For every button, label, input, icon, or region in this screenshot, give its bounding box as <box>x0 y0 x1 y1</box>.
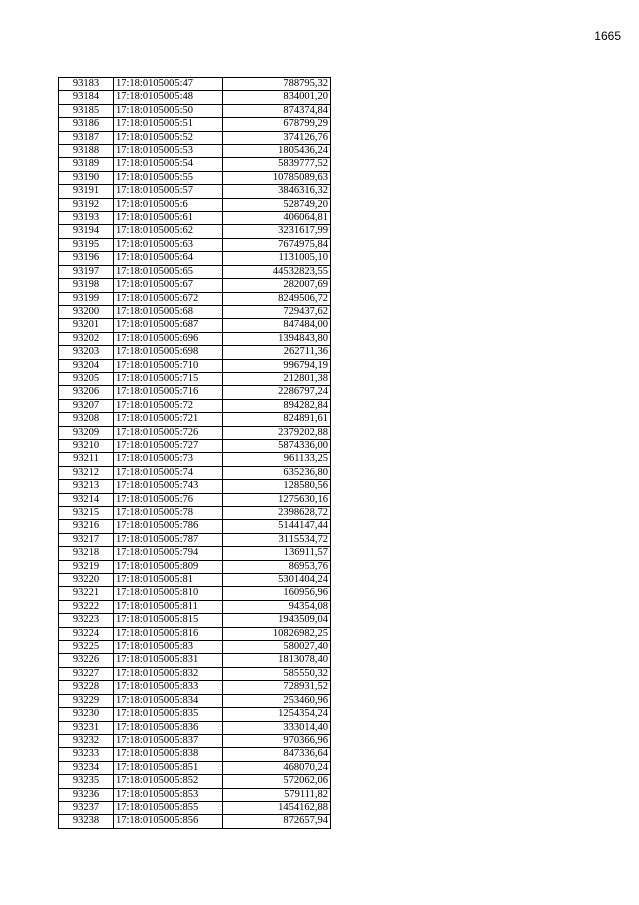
value-cell: 788795,32 <box>223 78 331 91</box>
page-number: 1665 <box>594 29 621 43</box>
value-cell: 635236,80 <box>223 466 331 479</box>
cadastral-number-cell: 17:18:0105005:78 <box>114 507 223 520</box>
table-row <box>59 694 331 707</box>
row-number-cell: 93224 <box>59 627 114 640</box>
table-row <box>59 158 331 171</box>
row-number-cell: 93189 <box>59 158 114 171</box>
table-row <box>59 399 331 412</box>
table-row <box>59 574 331 587</box>
cadastral-number-cell: 17:18:0105005:816 <box>114 627 223 640</box>
value-cell: 847484,00 <box>223 319 331 332</box>
cadastral-number-cell: 17:18:0105005:6 <box>114 198 223 211</box>
row-number-cell: 93227 <box>59 667 114 680</box>
cadastral-number-cell: 17:18:0105005:794 <box>114 547 223 560</box>
row-number-cell: 93209 <box>59 426 114 439</box>
table-row <box>59 627 331 640</box>
cadastral-number-cell: 17:18:0105005:787 <box>114 533 223 546</box>
cadastral-number-cell: 17:18:0105005:83 <box>114 641 223 654</box>
value-cell: 847336,64 <box>223 748 331 761</box>
row-number-cell: 93205 <box>59 372 114 385</box>
cadastral-number-cell: 17:18:0105005:726 <box>114 426 223 439</box>
value-cell: 2379202,88 <box>223 426 331 439</box>
value-cell: 86953,76 <box>223 560 331 573</box>
cadastral-number-cell: 17:18:0105005:54 <box>114 158 223 171</box>
row-number-cell: 93229 <box>59 694 114 707</box>
row-number-cell: 93216 <box>59 520 114 533</box>
table-row <box>59 131 331 144</box>
value-cell: 678799,29 <box>223 118 331 131</box>
row-number-cell: 93217 <box>59 533 114 546</box>
table-row <box>59 600 331 613</box>
table-row <box>59 614 331 627</box>
row-number-cell: 93200 <box>59 305 114 318</box>
cadastral-number-cell: 17:18:0105005:55 <box>114 171 223 184</box>
table-row <box>59 252 331 265</box>
cadastral-number-cell: 17:18:0105005:727 <box>114 439 223 452</box>
value-cell: 1805436,24 <box>223 145 331 158</box>
table-row <box>59 238 331 251</box>
table-row <box>59 426 331 439</box>
value-cell: 1454162,88 <box>223 801 331 814</box>
row-number-cell: 93185 <box>59 104 114 117</box>
cadastral-number-cell: 17:18:0105005:837 <box>114 734 223 747</box>
row-number-cell: 93222 <box>59 600 114 613</box>
cadastral-number-cell: 17:18:0105005:831 <box>114 654 223 667</box>
value-cell: 961133,25 <box>223 453 331 466</box>
value-cell: 136911,57 <box>223 547 331 560</box>
cadastral-number-cell: 17:18:0105005:48 <box>114 91 223 104</box>
value-cell: 572062,06 <box>223 775 331 788</box>
cadastral-number-cell: 17:18:0105005:834 <box>114 694 223 707</box>
cadastral-number-cell: 17:18:0105005:853 <box>114 788 223 801</box>
cadastral-number-cell: 17:18:0105005:76 <box>114 493 223 506</box>
row-number-cell: 93236 <box>59 788 114 801</box>
table-row <box>59 734 331 747</box>
cadastral-number-cell: 17:18:0105005:696 <box>114 332 223 345</box>
row-number-cell: 93213 <box>59 480 114 493</box>
table-row <box>59 359 331 372</box>
cadastral-number-cell: 17:18:0105005:832 <box>114 667 223 680</box>
cadastral-number-cell: 17:18:0105005:836 <box>114 721 223 734</box>
cadastral-number-cell: 17:18:0105005:835 <box>114 708 223 721</box>
row-number-cell: 93210 <box>59 439 114 452</box>
cadastral-number-cell: 17:18:0105005:73 <box>114 453 223 466</box>
cadastral-number-cell: 17:18:0105005:47 <box>114 78 223 91</box>
row-number-cell: 93201 <box>59 319 114 332</box>
table-row <box>59 641 331 654</box>
value-cell: 282007,69 <box>223 279 331 292</box>
row-number-cell: 93194 <box>59 225 114 238</box>
value-cell: 874374,84 <box>223 104 331 117</box>
value-cell: 1131005,10 <box>223 252 331 265</box>
table-row <box>59 413 331 426</box>
row-number-cell: 93193 <box>59 212 114 225</box>
value-cell: 728931,52 <box>223 681 331 694</box>
row-number-cell: 93219 <box>59 560 114 573</box>
table-body <box>59 78 331 829</box>
cadastral-number-cell: 17:18:0105005:64 <box>114 252 223 265</box>
row-number-cell: 93190 <box>59 171 114 184</box>
table-row <box>59 761 331 774</box>
cadastral-number-cell: 17:18:0105005:51 <box>114 118 223 131</box>
row-number-cell: 93231 <box>59 721 114 734</box>
table-row <box>59 748 331 761</box>
table-row <box>59 654 331 667</box>
table-row <box>59 466 331 479</box>
table-row <box>59 346 331 359</box>
value-cell: 1275630,16 <box>223 493 331 506</box>
table-row <box>59 78 331 91</box>
table-row <box>59 547 331 560</box>
cadastral-number-cell: 17:18:0105005:57 <box>114 185 223 198</box>
value-cell: 44532823,55 <box>223 265 331 278</box>
row-number-cell: 93238 <box>59 815 114 828</box>
row-number-cell: 93221 <box>59 587 114 600</box>
row-number-cell: 93220 <box>59 574 114 587</box>
value-cell: 5839777,52 <box>223 158 331 171</box>
value-cell: 970366,96 <box>223 734 331 747</box>
value-cell: 94354,08 <box>223 600 331 613</box>
table-row <box>59 198 331 211</box>
cadastral-number-cell: 17:18:0105005:63 <box>114 238 223 251</box>
value-cell: 3231617,99 <box>223 225 331 238</box>
row-number-cell: 93206 <box>59 386 114 399</box>
cadastral-number-cell: 17:18:0105005:710 <box>114 359 223 372</box>
row-number-cell: 93192 <box>59 198 114 211</box>
value-cell: 3115534,72 <box>223 533 331 546</box>
cadastral-number-cell: 17:18:0105005:852 <box>114 775 223 788</box>
value-cell: 2398628,72 <box>223 507 331 520</box>
cadastral-number-cell: 17:18:0105005:838 <box>114 748 223 761</box>
table-row <box>59 453 331 466</box>
cadastral-value-table <box>58 77 331 829</box>
row-number-cell: 93230 <box>59 708 114 721</box>
row-number-cell: 93214 <box>59 493 114 506</box>
value-cell: 579111,82 <box>223 788 331 801</box>
value-cell: 160956,96 <box>223 587 331 600</box>
value-cell: 729437,62 <box>223 305 331 318</box>
value-cell: 2286797,24 <box>223 386 331 399</box>
table-row <box>59 104 331 117</box>
cadastral-number-cell: 17:18:0105005:53 <box>114 145 223 158</box>
value-cell: 894282,84 <box>223 399 331 412</box>
value-cell: 212801,38 <box>223 372 331 385</box>
row-number-cell: 93226 <box>59 654 114 667</box>
table-row <box>59 279 331 292</box>
cadastral-number-cell: 17:18:0105005:810 <box>114 587 223 600</box>
value-cell: 8249506,72 <box>223 292 331 305</box>
table-row <box>59 681 331 694</box>
row-number-cell: 93223 <box>59 614 114 627</box>
table-row <box>59 587 331 600</box>
row-number-cell: 93197 <box>59 265 114 278</box>
row-number-cell: 93212 <box>59 466 114 479</box>
row-number-cell: 93191 <box>59 185 114 198</box>
row-number-cell: 93235 <box>59 775 114 788</box>
row-number-cell: 93207 <box>59 399 114 412</box>
cadastral-number-cell: 17:18:0105005:687 <box>114 319 223 332</box>
table-row <box>59 319 331 332</box>
cadastral-number-cell: 17:18:0105005:698 <box>114 346 223 359</box>
value-cell: 1943509,04 <box>223 614 331 627</box>
value-cell: 3846316,32 <box>223 185 331 198</box>
cadastral-number-cell: 17:18:0105005:851 <box>114 761 223 774</box>
value-cell: 262711,36 <box>223 346 331 359</box>
row-number-cell: 93234 <box>59 761 114 774</box>
value-cell: 5144147,44 <box>223 520 331 533</box>
cadastral-number-cell: 17:18:0105005:721 <box>114 413 223 426</box>
cadastral-number-cell: 17:18:0105005:715 <box>114 372 223 385</box>
table-row <box>59 560 331 573</box>
table-row <box>59 212 331 225</box>
value-cell: 5301404,24 <box>223 574 331 587</box>
value-cell: 406064,81 <box>223 212 331 225</box>
cadastral-number-cell: 17:18:0105005:72 <box>114 399 223 412</box>
row-number-cell: 93204 <box>59 359 114 372</box>
cadastral-number-cell: 17:18:0105005:856 <box>114 815 223 828</box>
value-cell: 1394843,80 <box>223 332 331 345</box>
value-cell: 834001,20 <box>223 91 331 104</box>
table-row <box>59 788 331 801</box>
table-row <box>59 185 331 198</box>
cadastral-number-cell: 17:18:0105005:833 <box>114 681 223 694</box>
table-row <box>59 118 331 131</box>
value-cell: 824891,61 <box>223 413 331 426</box>
cadastral-number-cell: 17:18:0105005:672 <box>114 292 223 305</box>
table-row <box>59 721 331 734</box>
cadastral-number-cell: 17:18:0105005:855 <box>114 801 223 814</box>
value-cell: 1813078,40 <box>223 654 331 667</box>
value-cell: 528749,20 <box>223 198 331 211</box>
row-number-cell: 93232 <box>59 734 114 747</box>
row-number-cell: 93225 <box>59 641 114 654</box>
table-row <box>59 439 331 452</box>
value-cell: 996794,19 <box>223 359 331 372</box>
cadastral-number-cell: 17:18:0105005:809 <box>114 560 223 573</box>
cadastral-number-cell: 17:18:0105005:50 <box>114 104 223 117</box>
table-row <box>59 91 331 104</box>
table-row <box>59 305 331 318</box>
value-cell: 374126,76 <box>223 131 331 144</box>
cadastral-number-cell: 17:18:0105005:74 <box>114 466 223 479</box>
table-row <box>59 386 331 399</box>
table-row <box>59 372 331 385</box>
table-row <box>59 708 331 721</box>
cadastral-number-cell: 17:18:0105005:52 <box>114 131 223 144</box>
table-row <box>59 171 331 184</box>
row-number-cell: 93228 <box>59 681 114 694</box>
table-row <box>59 801 331 814</box>
cadastral-number-cell: 17:18:0105005:68 <box>114 305 223 318</box>
row-number-cell: 93215 <box>59 507 114 520</box>
table-row <box>59 493 331 506</box>
cadastral-number-cell: 17:18:0105005:811 <box>114 600 223 613</box>
table-row <box>59 775 331 788</box>
row-number-cell: 93202 <box>59 332 114 345</box>
value-cell: 872657,94 <box>223 815 331 828</box>
row-number-cell: 93233 <box>59 748 114 761</box>
cadastral-number-cell: 17:18:0105005:786 <box>114 520 223 533</box>
value-cell: 7674975,84 <box>223 238 331 251</box>
row-number-cell: 93196 <box>59 252 114 265</box>
cadastral-number-cell: 17:18:0105005:815 <box>114 614 223 627</box>
table-row <box>59 533 331 546</box>
row-number-cell: 93218 <box>59 547 114 560</box>
table-row <box>59 225 331 238</box>
cadastral-number-cell: 17:18:0105005:67 <box>114 279 223 292</box>
value-cell: 585550,32 <box>223 667 331 680</box>
cadastral-number-cell: 17:18:0105005:743 <box>114 480 223 493</box>
cadastral-number-cell: 17:18:0105005:716 <box>114 386 223 399</box>
table-row <box>59 265 331 278</box>
cadastral-number-cell: 17:18:0105005:61 <box>114 212 223 225</box>
table-row <box>59 145 331 158</box>
table-row <box>59 480 331 493</box>
row-number-cell: 93183 <box>59 78 114 91</box>
table-row <box>59 507 331 520</box>
row-number-cell: 93195 <box>59 238 114 251</box>
value-cell: 1254354,24 <box>223 708 331 721</box>
value-cell: 5874336,00 <box>223 439 331 452</box>
value-cell: 580027,40 <box>223 641 331 654</box>
cadastral-number-cell: 17:18:0105005:62 <box>114 225 223 238</box>
table-row <box>59 292 331 305</box>
value-cell: 333014,40 <box>223 721 331 734</box>
row-number-cell: 93187 <box>59 131 114 144</box>
row-number-cell: 93199 <box>59 292 114 305</box>
row-number-cell: 93186 <box>59 118 114 131</box>
value-cell: 10785089,63 <box>223 171 331 184</box>
table-row <box>59 815 331 828</box>
value-cell: 468070,24 <box>223 761 331 774</box>
table-row <box>59 667 331 680</box>
table-row <box>59 332 331 345</box>
row-number-cell: 93237 <box>59 801 114 814</box>
cadastral-number-cell: 17:18:0105005:65 <box>114 265 223 278</box>
row-number-cell: 93188 <box>59 145 114 158</box>
row-number-cell: 93198 <box>59 279 114 292</box>
value-cell: 10826982,25 <box>223 627 331 640</box>
row-number-cell: 93184 <box>59 91 114 104</box>
row-number-cell: 93208 <box>59 413 114 426</box>
row-number-cell: 93211 <box>59 453 114 466</box>
table-row <box>59 520 331 533</box>
cadastral-number-cell: 17:18:0105005:81 <box>114 574 223 587</box>
row-number-cell: 93203 <box>59 346 114 359</box>
value-cell: 253460,96 <box>223 694 331 707</box>
value-cell: 128580,56 <box>223 480 331 493</box>
